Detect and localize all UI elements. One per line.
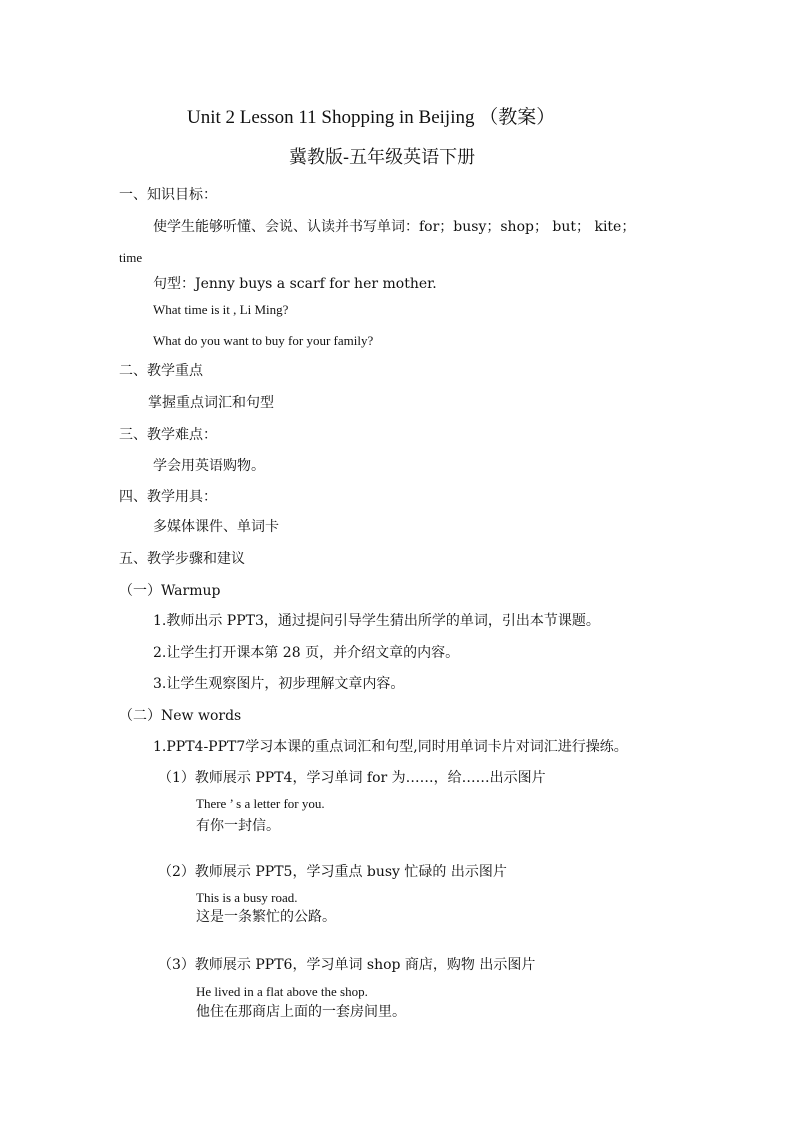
sub2-label: （2）教师展示 PPT5，学习重点 busy 忙碌的 出示图片 bbox=[158, 864, 507, 880]
section1-words: 使学生能够听懂、会说、认读并书写单词：for；busy；shop； but； kite； bbox=[153, 219, 636, 235]
sub2-english: This is a busy road. bbox=[196, 890, 298, 905]
section4-body: 多媒体课件、单词卡 bbox=[153, 519, 279, 535]
sub3-english: He lived in a flat above the shop. bbox=[196, 984, 368, 999]
section3-body: 学会用英语购物。 bbox=[153, 458, 265, 474]
section1-sentence-3: What do you want to buy for your family? bbox=[153, 333, 374, 348]
section1-heading: 一、知识目标： bbox=[119, 187, 217, 203]
part1-item-1: 1.教师出示 PPT3，通过提问引导学生猜出所学的单词，引出本节课题。 bbox=[153, 613, 600, 629]
doc-title: Unit 2 Lesson 11 Shopping in Beijing （教案） bbox=[187, 107, 556, 128]
sub3-label: （3）教师展示 PPT6，学习单词 shop 商店，购物 出示图片 bbox=[158, 957, 536, 973]
sub1-english: There ’ s a letter for you. bbox=[196, 796, 325, 811]
sub3-chinese: 他住在那商店上面的一套房间里。 bbox=[196, 1004, 406, 1020]
part2-item-1: 1.PPT4-PPT7学习本课的重点词汇和句型,同时用单词卡片对词汇进行操练。 bbox=[153, 739, 628, 755]
sub2-chinese: 这是一条繁忙的公路。 bbox=[196, 909, 336, 925]
doc-subtitle: 冀教版-五年级英语下册 bbox=[289, 147, 476, 168]
section1-words-cont: time bbox=[119, 250, 143, 265]
section1-sentence-1: 句型：Jenny buys a scarf for her mother. bbox=[153, 276, 437, 292]
section1-sentence-2: What time is it , Li Ming? bbox=[153, 302, 289, 317]
section3-heading: 三、教学难点： bbox=[119, 427, 217, 443]
sub1-label: （1）教师展示 PPT4，学习单词 for 为……，给……出示图片 bbox=[158, 770, 546, 786]
section2-heading: 二、教学重点 bbox=[119, 363, 203, 379]
part1-item-3: 3.让学生观察图片，初步理解文章内容。 bbox=[153, 676, 405, 692]
section5-heading: 五、教学步骤和建议 bbox=[119, 551, 245, 567]
part2-heading: （二）New words bbox=[119, 708, 242, 724]
part1-heading: （一）Warmup bbox=[119, 583, 221, 599]
part1-item-2: 2.让学生打开课本第 28 页，并介绍文章的内容。 bbox=[153, 645, 460, 661]
section4-heading: 四、教学用具： bbox=[119, 489, 217, 505]
sub1-chinese: 有你一封信。 bbox=[196, 818, 280, 834]
section2-body: 掌握重点词汇和句型 bbox=[148, 395, 274, 411]
